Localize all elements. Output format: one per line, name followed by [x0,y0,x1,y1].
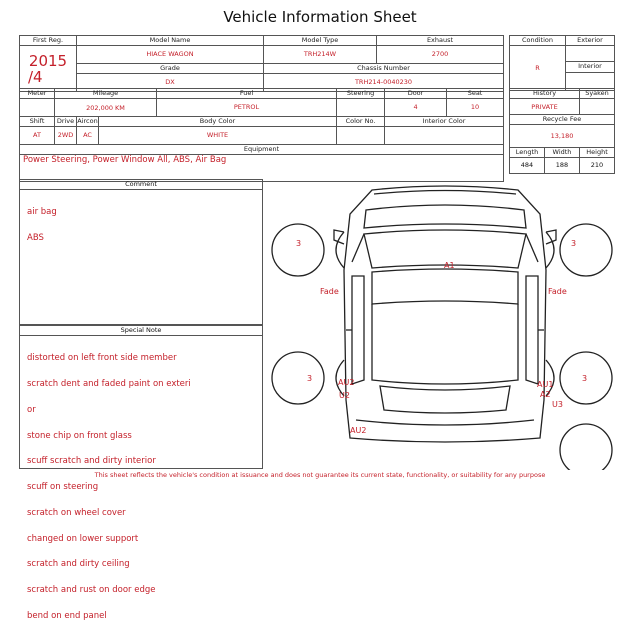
special-note-box [19,325,263,621]
damage-rear-right-tire: 3 [582,374,588,383]
seat-label: Seat [447,89,504,99]
length-label: Length [510,148,545,158]
grade-label: Grade [77,64,264,74]
car-diagram [265,180,620,470]
exhaust-value: 2700 [377,46,504,64]
rear-left-tire [272,352,324,404]
condition-label: Condition [510,36,566,46]
drive-value: 2WD [55,127,77,145]
front-bumper [374,191,516,195]
damage-left-rear-b: U2 [339,391,350,400]
right-mirror [546,230,556,244]
special-note-line: scratch and rust on door edge [27,585,156,596]
comment-line: ABS [27,232,44,243]
right-windows [526,276,538,384]
comment-line: air bag [27,207,57,218]
door-label: Door [385,89,447,99]
steering-value [337,99,385,117]
damage-left-rear-a: AU2 [338,378,355,387]
special-note-line: scuff on steering [27,482,99,493]
special-note-line: distorted on left front side member [27,353,177,364]
recycle-fee-value: 13,180 [510,125,615,148]
damage-rear: AU2 [350,426,367,435]
recycle-fee-label: Recycle Fee [510,115,615,125]
syaken-label: Syaken [580,89,615,99]
spare-tire [560,424,612,470]
damage-right-rear-b: A2 [540,390,551,399]
special-note-line: scratch on wheel cover [27,507,126,518]
special-note-line: or [27,404,36,415]
body-color-label: Body Color [99,117,337,127]
disclaimer: This sheet reflects the vehicle's condition at issuance and does not guarantee its current state, functionality, or suitability for any purpose [94,471,546,479]
first-reg-value [20,46,77,92]
exterior-label: Exterior [566,36,615,46]
rear-body [372,304,518,384]
door-value: 4 [385,99,447,117]
front-left-tire [272,224,324,276]
model-type-value: TRH214W [264,46,377,64]
length-value: 484 [510,158,545,174]
first-reg-label: First Reg. [20,36,77,46]
body-color-value: WHITE [99,127,337,145]
aircon-label: Aircon [77,117,98,125]
interior-color-value [385,127,504,145]
mileage-label: Mileage [55,89,157,99]
steering-label: Steering [337,89,385,99]
color-no-label: Color No. [337,117,385,127]
damage-right-rear-a: AU1 [537,380,554,389]
exterior-value [566,46,615,62]
exhaust-label: Exhaust [377,36,504,46]
vehicle-id-table [19,35,504,92]
interior-color-label: Interior Color [385,117,504,127]
special-note-lines [20,336,262,638]
damage-right-side: Fade [548,287,567,296]
spec-table [19,88,504,182]
sheet-title: Vehicle Information Sheet [223,8,417,26]
shift-label: Shift [20,117,55,127]
comment-lines [20,190,262,260]
history-table [509,88,615,174]
model-name-value: HIACE WAGON [77,46,264,64]
first-reg-year: 2015 [28,51,68,70]
seat-value: 10 [447,99,504,117]
drive-label: Drive [55,117,77,127]
left-mirror [334,230,344,244]
syaken-value [580,99,615,115]
fuel-value: PETROL [157,99,337,117]
width-label: Width [545,148,580,158]
equipment-label: Equipment [20,145,504,155]
first-reg-month: /4 [28,67,43,86]
damage-rear-left-tire: 3 [307,374,313,383]
special-note-line: stone chip on front glass [27,430,132,441]
special-note-line: bend on end panel [27,611,107,621]
damage-left-side: Fade [320,287,339,296]
model-name-label: Model Name [77,36,264,46]
aircon-value: AC [77,127,99,145]
history-label: History [510,89,580,99]
special-note-line: scratch dent and faded paint on exteri [27,378,191,389]
damage-front-right-tire: 3 [571,239,577,248]
special-note-label: Special Note [20,326,262,336]
chassis-number-label: Chassis Number [264,64,504,74]
damage-front-left-tire: 3 [296,239,302,248]
rear-bumper [356,420,534,425]
mileage-value: 202,000 KM [55,99,157,117]
front-right-tire [560,224,612,276]
condition-table [509,35,615,91]
interior-label: Interior [566,62,615,72]
fuel-label: Fuel [157,89,337,99]
rear-window [380,386,510,413]
color-no-value [337,127,385,145]
roof [372,269,518,304]
shift-value: AT [20,127,55,145]
width-value: 188 [545,158,580,174]
special-note-line: scratch and dirty ceiling [27,559,130,570]
meter-value [20,99,55,117]
meter-label: Meter [20,89,55,99]
special-note-line: changed on lower support [27,533,139,544]
hood [364,205,526,228]
height-value: 210 [580,158,615,174]
model-type-label: Model Type [264,36,377,46]
left-windows [352,276,364,384]
damage-right-rear-c: U3 [552,400,563,409]
condition-value: R [510,46,566,91]
history-value: PRIVATE [510,99,580,115]
equipment-value: Power Steering, Power Window All, ABS, Air Bag [20,155,504,182]
special-note-line: scuff scratch and dirty interior [27,456,156,467]
damage-roof: A1 [444,261,455,270]
grade-value: DX [77,74,264,92]
comment-label: Comment [20,180,262,190]
height-label: Height [580,148,615,158]
comment-box [19,179,263,325]
chassis-number-value: TRH214-0040230 [264,74,504,92]
